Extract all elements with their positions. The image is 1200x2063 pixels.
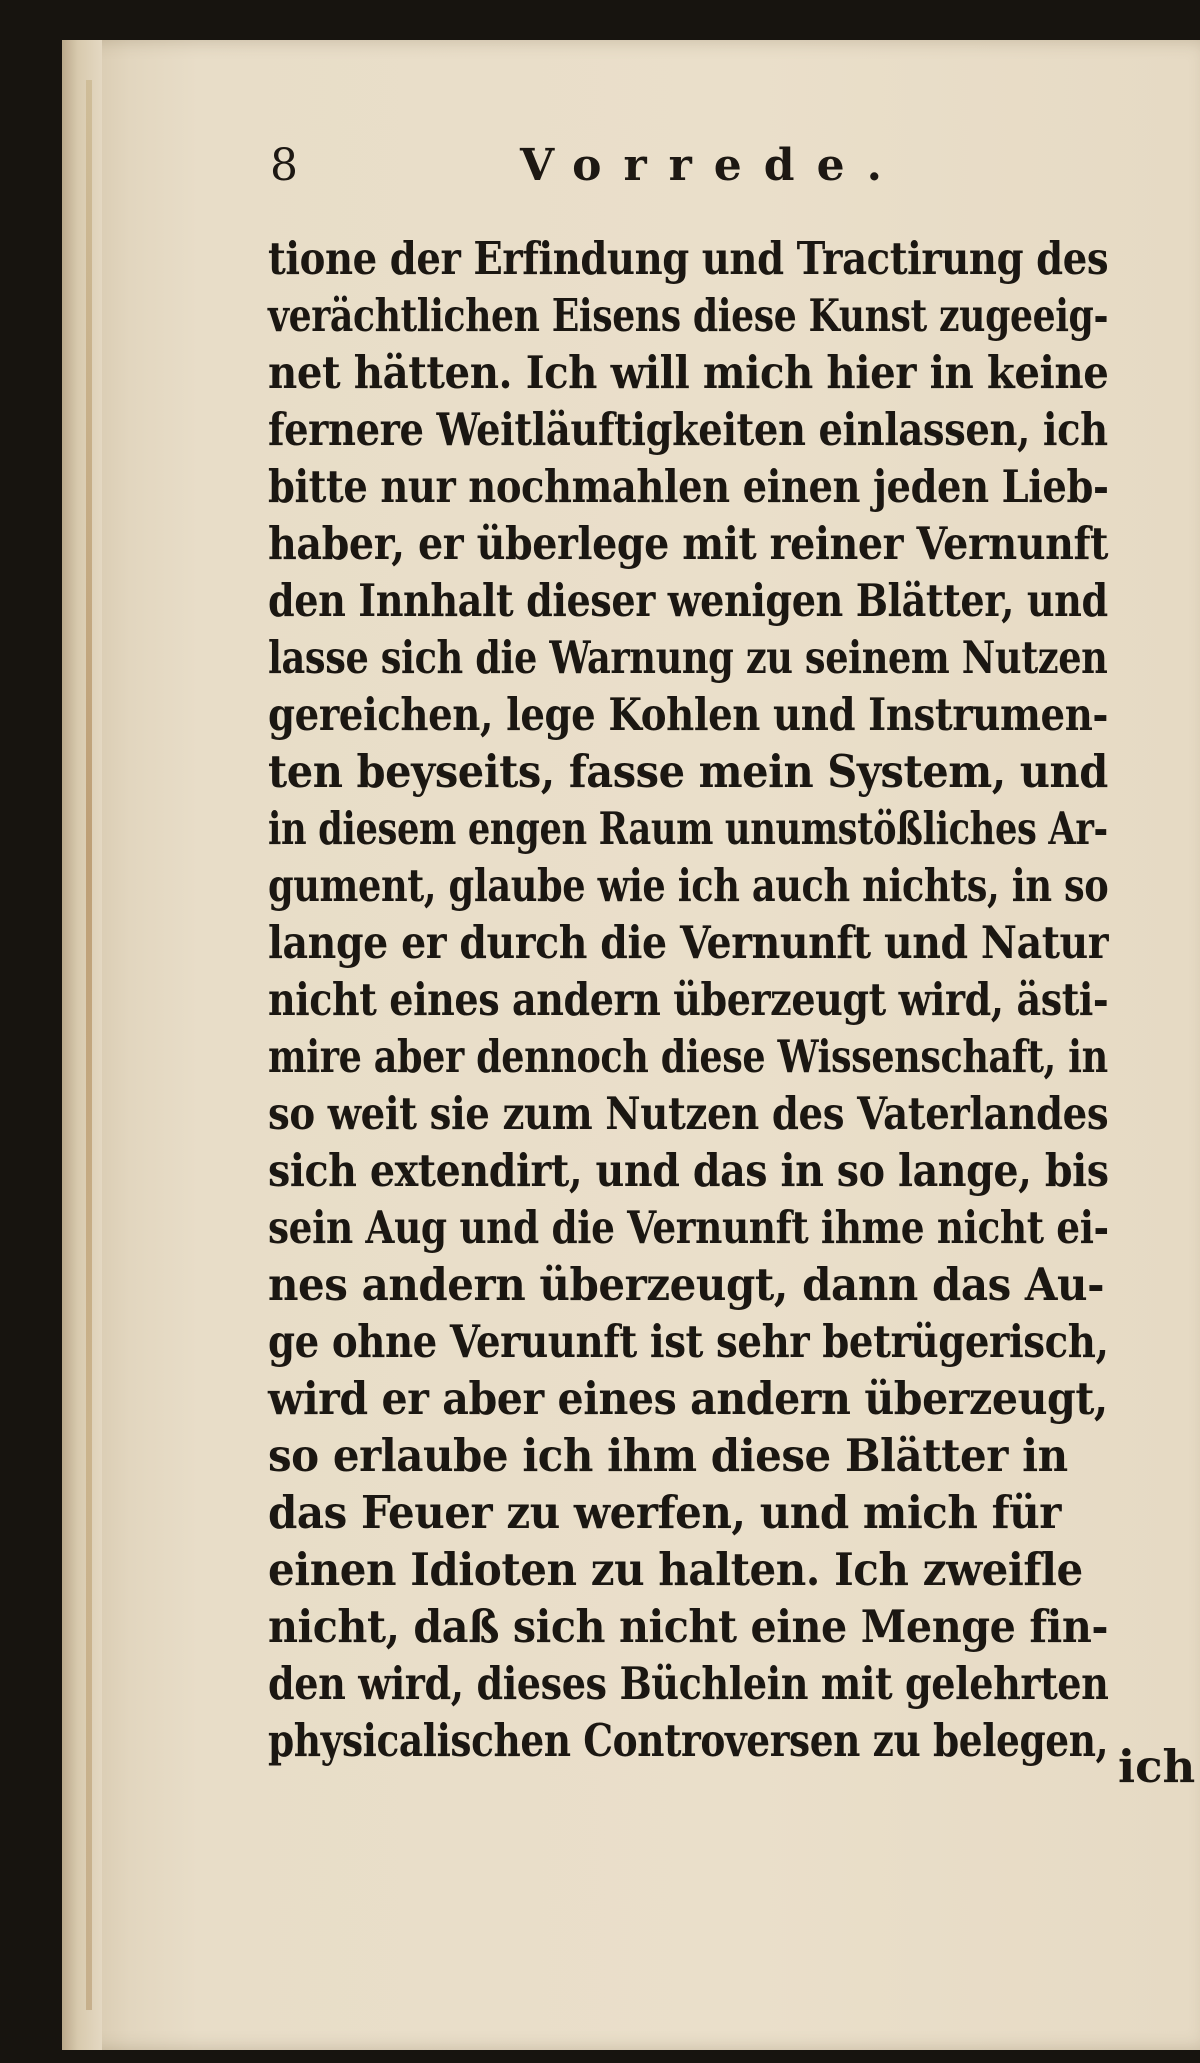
text-line: so erlaube ich ihm diese Blätter in (268, 1429, 1068, 1482)
text-line: gereichen, lege Kohlen und Instrumen- (268, 688, 1109, 741)
text-line: das Feuer zu werfen, und mich für (268, 1486, 1061, 1539)
text-line: wird er aber eines andern überzeugt, (268, 1372, 1108, 1425)
text-line: tione der Erfindung und Tractirung des (268, 232, 1109, 285)
text-line: sein Aug und die Vernunft ihme nicht ei- (268, 1201, 1109, 1254)
page-header (270, 140, 904, 200)
text-line: in diesem engen Raum unumstößliches Ar- (268, 802, 1108, 855)
page-number: 8 (270, 140, 298, 191)
text-line: mire aber dennoch diese Wissenschaft, in (268, 1030, 1108, 1083)
text-line: so weit sie zum Nutzen des Vaterlandes (268, 1087, 1109, 1140)
text-line: einen Idioten zu halten. Ich zweifle (268, 1543, 1083, 1596)
text-line: gument, glaube wie ich auch nichts, in so (268, 859, 1109, 912)
text-line: bitte nur nochmahlen einen jeden Lieb- (268, 460, 1109, 513)
body-text (268, 230, 1168, 1769)
page-edge-stain (86, 80, 92, 2010)
text-line: verächtlichen Eisens diese Kunst zugeeig- (268, 289, 1109, 342)
text-line: ge ohne Veruunft ist sehr betrügerisch, (268, 1315, 1109, 1368)
page-gutter (62, 40, 102, 2050)
text-line: ten beyseits, fasse mein System, und (268, 745, 1108, 798)
text-line: sich extendirt, und das in so lange, bis (268, 1144, 1109, 1197)
text-line: nicht, daß sich nicht eine Menge fin- (268, 1600, 1109, 1653)
catchword: ich (1118, 1740, 1196, 1793)
text-line: net hätten. Ich will mich hier in keine (268, 346, 1109, 399)
text-line: haber, er überlege mit reiner Vernunft (268, 517, 1109, 570)
text-line: lasse sich die Warnung zu seinem Nutzen (268, 631, 1108, 684)
text-line: lange er durch die Vernunft und Natur (268, 916, 1109, 969)
text-line: nes andern überzeugt, dann das Au- (268, 1258, 1105, 1311)
text-line: nicht eines andern überzeugt wird, ästi- (268, 973, 1109, 1026)
text-line: den wird, dieses Büchlein mit gelehrten (268, 1657, 1109, 1710)
text-line: fernere Weitläuftigkeiten einlassen, ich (268, 403, 1108, 456)
running-head: Vorrede. (520, 140, 904, 191)
text-line: den Innhalt dieser wenigen Blätter, und (268, 574, 1108, 627)
text-line: physicalischen Controversen zu belegen, (268, 1714, 1109, 1767)
